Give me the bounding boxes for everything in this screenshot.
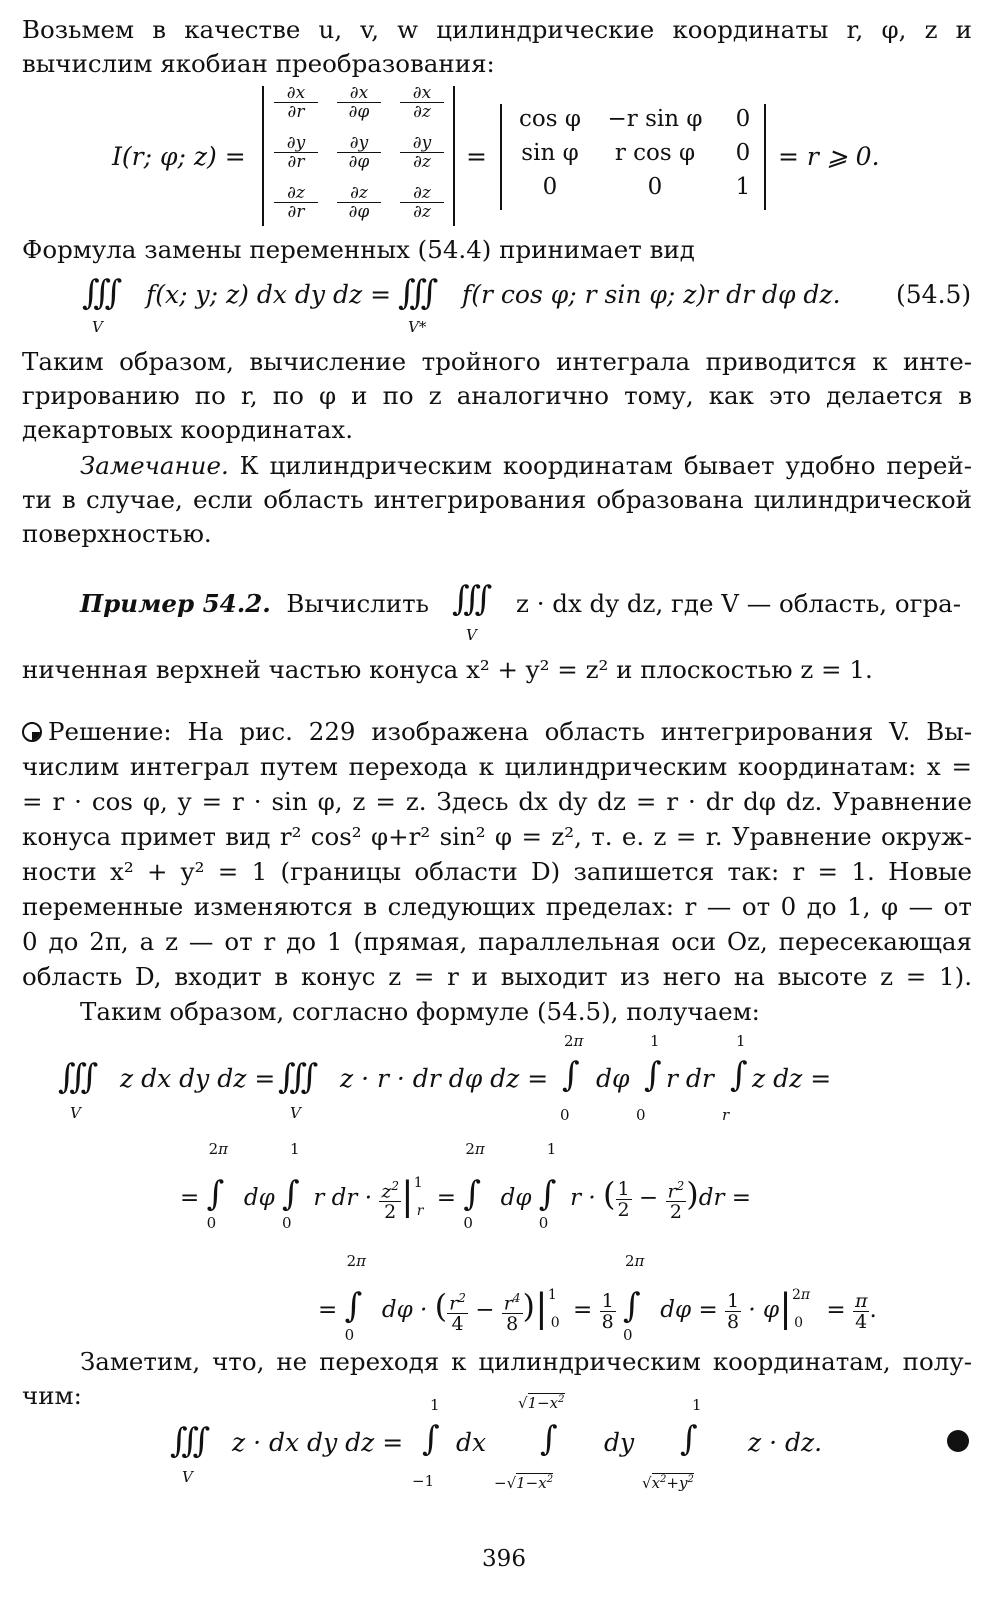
jacobian-value-entry: −r sin φ: [607, 106, 703, 132]
last-dy: dy: [604, 1428, 635, 1457]
jacobian-lhs: I(r; φ; z) =: [112, 142, 246, 171]
integral-upper-limit: 1: [430, 1396, 440, 1414]
triple-integral-sign: ∭: [452, 579, 493, 619]
solution-end-icon: [947, 1430, 969, 1452]
equals-sign: =: [466, 142, 487, 171]
solution-line: [22, 716, 972, 748]
text-line: конуса примет вид r² cos² φ+r² sin² φ = z², т. е. z = r. Уравнение окруж-: [22, 822, 972, 851]
calc-term: z dx dy dz =: [120, 1064, 276, 1093]
solution-text: Решение: На рис. 229 изображена область интегрирования V. Вы-: [48, 717, 972, 746]
jacobian-value-entry: 0: [542, 174, 558, 200]
last-lhs: z · dx dy dz =: [232, 1428, 404, 1457]
jacobian-value-entry: 1: [735, 174, 751, 200]
example-text: Вычислить: [286, 589, 429, 618]
integral-subscript: V*: [408, 318, 427, 336]
calc-line-3: = 2π ∫ 0 dφ · ( $\frac{r^2}{4}$ − $\frac{r^4}{8}$ )$|^1_0$ = $\frac{1}{8}$ 2π ∫ 0 dφ = $\frac{1}{8}$ · $\varphi|^{2\pi}_0$ = $\frac{\pi}{4}$ .: [318, 1252, 877, 1344]
example-line: [80, 588, 429, 620]
jacobian-value-entry: r cos φ: [614, 140, 696, 166]
jacobian-partial-entry: ∂y ∂φ: [337, 134, 381, 171]
text-line: Таким образом, вычисление тройного интеграла приводится к инте-: [22, 347, 972, 376]
triple-integral-sign: ∭: [170, 1421, 211, 1461]
calc-term: dφ: [596, 1064, 630, 1093]
determinant-bar: [453, 86, 455, 226]
integral-sign: ∫: [730, 1055, 748, 1095]
page-number: 396: [482, 1546, 526, 1572]
text-line: числим интеграл путем перехода к цилиндрическим координатам: x =: [22, 752, 972, 781]
integral-lower-limit: 0: [636, 1106, 646, 1124]
integral-sign: ∫: [562, 1055, 580, 1095]
jacobian-value-entry: 0: [735, 106, 751, 132]
text-line: чим:: [22, 1381, 82, 1410]
integral-subscript: V: [466, 626, 477, 644]
integral-upper-limit: 2π: [564, 1032, 584, 1050]
last-dz: z · dz.: [748, 1428, 823, 1457]
text-line: ти в случае, если область интегрирования образована цилиндрической: [22, 485, 972, 514]
calc-term: z · r · dr dφ dz =: [340, 1064, 549, 1093]
formula-54-5-rhs: f(r cos φ; r sin φ; z)r dr dφ dz.: [462, 280, 841, 309]
text-line: 0 до 2π, а z — от r до 1 (прямая, параллельная оси Oz, пересекающая: [22, 927, 972, 956]
determinant-bar: [262, 86, 264, 226]
integral-upper-limit: 1: [692, 1396, 702, 1414]
integral-upper-limit: 1: [650, 1032, 660, 1050]
text-line: область D, входит в конус z = r и выходит из него на высоте z = 1).: [22, 962, 972, 991]
integral-lower-limit: $√x^2+y^2$: [642, 1474, 694, 1492]
triple-integral-sign: ∭: [278, 1057, 319, 1097]
integral-lower-limit: $-√1-x^2$: [494, 1474, 554, 1492]
triple-integral-sign: ∭: [398, 273, 439, 313]
integral-sign: ∫: [540, 1419, 558, 1459]
text-line: = r · cos φ, y = r · sin φ, z = z. Здесь dx dy dz = r · dr dφ dz. Уравнение: [22, 787, 972, 816]
calc-line-2: = 2π ∫ 0 dφ 1 ∫ 0 r dr · $\frac{z^2}{2}$ $|^1_r$ = 2π ∫ 0 dφ 1 ∫ 0 r · ( $\frac{1}{2}$ − $\frac{r^2}{2}$ )dr =: [180, 1140, 752, 1232]
solution-start-icon: [22, 722, 42, 742]
text-line: переменные изменяются в следующих пределах: r — от 0 до 1, φ — от: [22, 892, 972, 921]
example-label: Пример 54.2.: [80, 589, 271, 618]
remark-line: [80, 450, 972, 482]
text-line: грированию по r, по φ и по z аналогично тому, как это делается в: [22, 381, 972, 410]
jacobian-partial-entry: ∂y ∂r: [274, 134, 318, 171]
remark-text: К цилиндрическим координатам бывает удобно перей-: [228, 451, 972, 480]
jacobian-value-entry: sin φ: [521, 140, 579, 166]
jacobian-partial-entry: ∂x ∂r: [274, 84, 318, 121]
jacobian-partial-entry: ∂z ∂r: [274, 184, 318, 221]
determinant-bar: [500, 104, 502, 210]
integral-sign: ∫: [422, 1419, 440, 1459]
integral-subscript: V: [290, 1104, 301, 1122]
jacobian-partial-entry: ∂z ∂φ: [337, 184, 381, 221]
formula-54-5-lhs: f(x; y; z) dx dy dz =: [146, 280, 392, 309]
example-text: z · dx dy dz, где V — область, огра-: [516, 589, 962, 618]
jacobian-rhs: = r ⩾ 0.: [778, 142, 880, 171]
jacobian-partial-entry: ∂x ∂z: [400, 84, 444, 121]
equation-number: (54.5): [896, 280, 972, 309]
text-line: Таким образом, согласно формуле (54.5), получаем:: [80, 997, 760, 1026]
calc-term: z dz =: [752, 1064, 832, 1093]
integral-subscript: V: [182, 1468, 193, 1486]
text-line: Заметим, что, не переходя к цилиндрическим координатам, полу-: [80, 1347, 972, 1376]
jacobian-partial-entry: ∂z ∂z: [400, 184, 444, 221]
remark-label: Замечание.: [80, 451, 229, 480]
jacobian-value-entry: cos φ: [519, 106, 581, 132]
triple-integral-sign: ∭: [58, 1057, 99, 1097]
text-line: Возьмем в качестве u, v, w цилиндрические координаты r, φ, z и: [22, 15, 972, 44]
calc-term: r dr: [666, 1064, 714, 1093]
integral-lower-limit: −1: [412, 1472, 435, 1490]
integral-lower-limit: r: [722, 1106, 730, 1124]
integral-subscript: V: [70, 1104, 81, 1122]
text-line: ности x² + y² = 1 (границы области D) запишется так: r = 1. Новые: [22, 857, 972, 886]
integral-lower-limit: 0: [560, 1106, 570, 1124]
text-line: декартовых координатах.: [22, 415, 354, 444]
determinant-bar: [764, 104, 766, 210]
triple-integral-sign: ∭: [82, 273, 123, 313]
text-line: ниченная верхней частью конуса x² + y² = z² и плоскостью z = 1.: [22, 655, 873, 684]
text-line: вычислим якобиан преобразования:: [22, 49, 495, 78]
integral-upper-limit: 1: [736, 1032, 746, 1050]
integral-sign: ∫: [644, 1055, 662, 1095]
text-line: поверхностью.: [22, 519, 212, 548]
jacobian-partial-entry: ∂x ∂φ: [337, 84, 381, 121]
integral-sign: ∫: [680, 1419, 698, 1459]
last-dx: dx: [456, 1428, 487, 1457]
jacobian-partial-entry: ∂y ∂z: [400, 134, 444, 171]
integral-upper-limit: $√1-x^2$: [518, 1394, 565, 1412]
jacobian-value-entry: 0: [647, 174, 663, 200]
text-line: Формула замены переменных (54.4) принимает вид: [22, 235, 695, 264]
jacobian-value-entry: 0: [735, 140, 751, 166]
integral-subscript: V: [92, 318, 103, 336]
